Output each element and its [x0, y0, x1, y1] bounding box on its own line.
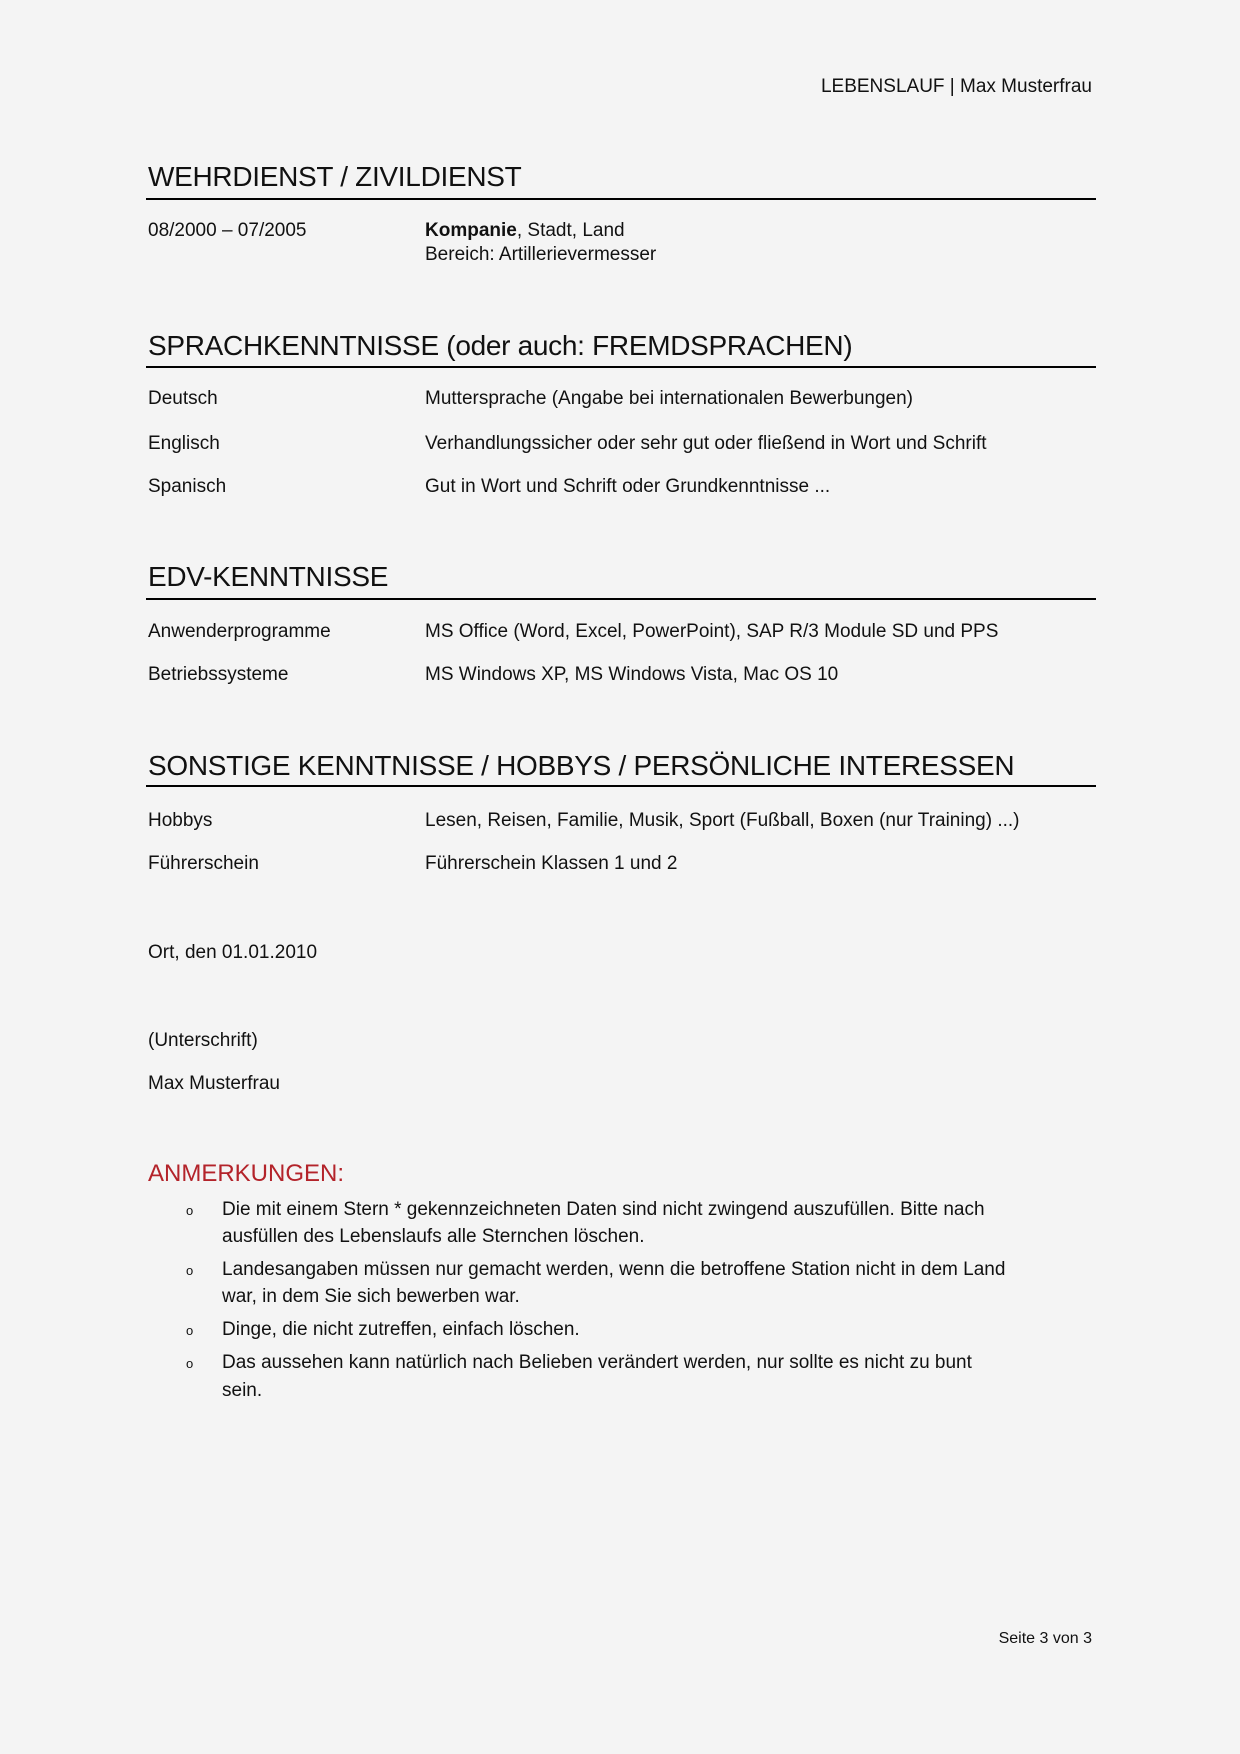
row-value [425, 220, 625, 242]
row-value: Verhandlungssicher oder sehr gut oder fließend in Wort und Schrift [425, 433, 987, 454]
section-title-wehrdienst: WEHRDIENST / ZIVILDIENST [148, 161, 522, 192]
row-label: Hobbys [148, 810, 213, 831]
page-footer: Seite 3 von 3 [998, 1630, 1092, 1647]
bullet-icon: o [186, 1203, 194, 1218]
section-rule [146, 598, 1096, 600]
section-title-sprachen: SPRACHKENNTNISSE (oder auch: FREMDSPRACHEN) [148, 330, 853, 361]
note-line: ausfüllen des Lebenslaufs alle Sternchen löschen. [222, 1226, 645, 1247]
signature-label: (Unterschrift) [148, 1030, 258, 1051]
bullet-icon: o [186, 1323, 194, 1338]
notes-title: ANMERKUNGEN: [148, 1160, 345, 1187]
row-label: Anwenderprogramme [148, 621, 331, 642]
note-line: sein. [222, 1380, 263, 1401]
row-value-rest: , Stadt, Land [516, 220, 625, 241]
row-label: 08/2000 – 07/2005 [148, 220, 307, 241]
signer-name: Max Musterfrau [148, 1073, 280, 1094]
note-line: Die mit einem Stern * gekennzeichneten Daten sind nicht zwingend auszufüllen. Bitte nach [222, 1199, 985, 1220]
section-rule [146, 366, 1096, 368]
row-value: Führerschein Klassen 1 und 2 [425, 853, 678, 874]
row-value: Lesen, Reisen, Familie, Musik, Sport (Fußball, Boxen (nur Training) ...) [425, 810, 1020, 831]
bullet-icon: o [186, 1263, 194, 1278]
row-value: Muttersprache (Angabe bei internationalen Bewerbungen) [425, 388, 913, 409]
section-rule [146, 198, 1096, 200]
row-value-bold: Kompanie [425, 220, 517, 241]
row-label: Betriebssysteme [148, 664, 289, 685]
row-label: Spanisch [148, 476, 227, 497]
place-date: Ort, den 01.01.2010 [148, 942, 318, 963]
section-rule [146, 785, 1096, 787]
note-line: war, in dem Sie sich bewerben war. [222, 1286, 520, 1307]
row-label: Führerschein [148, 853, 259, 874]
note-line: Landesangaben müssen nur gemacht werden, wenn die betroffene Station nicht in dem Land [222, 1259, 1006, 1280]
section-title-edv: EDV-KENNTNISSE [148, 561, 389, 592]
row-value: Gut in Wort und Schrift oder Grundkenntnisse ... [425, 476, 831, 497]
note-line: Das aussehen kann natürlich nach Belieben verändert werden, nur sollte es nicht zu bunt [222, 1352, 972, 1373]
section-title-sonstige: SONSTIGE KENNTNISSE / HOBBYS / PERSÖNLICHE INTERESSEN [148, 750, 1015, 781]
row-value: MS Windows XP, MS Windows Vista, Mac OS 10 [425, 664, 839, 685]
row-label: Englisch [148, 433, 220, 454]
row-value: MS Office (Word, Excel, PowerPoint), SAP R/3 Module SD und PPS [425, 621, 999, 642]
row-label: Deutsch [148, 388, 218, 409]
bullet-icon: o [186, 1356, 194, 1371]
page-header: LEBENSLAUF | Max Musterfrau [820, 76, 1092, 97]
row-value-2: Bereich: Artillerievermesser [425, 244, 657, 265]
note-line: Dinge, die nicht zutreffen, einfach löschen. [222, 1319, 580, 1340]
